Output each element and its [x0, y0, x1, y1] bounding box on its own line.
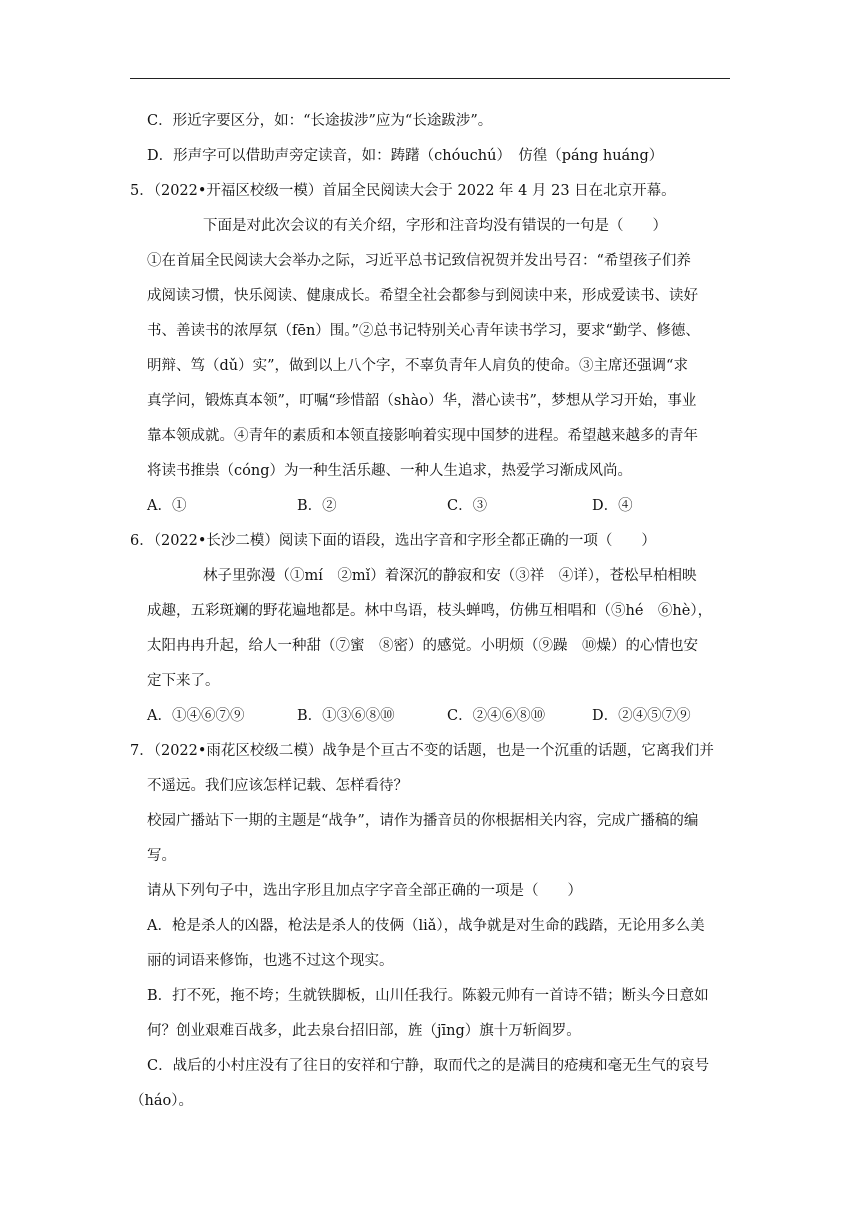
- question-5-passage-line: 书、善读书的浓厚氛（fēn）围。”②总书记特别关心青年读书学习，要求“勤学、修德、: [147, 323, 700, 339]
- question-7-option-c-cont: （háo）。: [130, 1093, 193, 1109]
- question-7-option-c: C．战后的小村庄没有了往日的安祥和宁静，取而代之的是满目的疮痍和毫无生气的哀号: [147, 1058, 710, 1074]
- question-6-passage-line: 林子里弥漫（①mí ②mǐ）着深沉的静寂和安（③祥 ④详），苍松早柏相映: [203, 568, 697, 584]
- question-7-option-b-cont: 何？创业艰难百战多，此去泉台招旧部，旌（jīng）旗十万斩阎罗。: [147, 1023, 581, 1039]
- question-6-passage-line: 定下来了。: [147, 673, 220, 689]
- header-rule: [130, 78, 730, 79]
- question-5-prompt: 下面是对此次会议的有关介绍，字形和注音均没有错误的一句是（ ）: [203, 218, 667, 234]
- q5-option-a: A．①: [147, 498, 187, 514]
- question-7-stem: 7．（2022•雨花区校级二模）战争是个亘古不变的话题，也是一个沉重的话题，它离我们并: [130, 743, 714, 759]
- q6-option-d: D．②④⑤⑦⑨: [592, 708, 691, 724]
- question-7-option-b: B．打不死，拖不垮；生就铁脚板，山川任我行。陈毅元帅有一首诗不错；断头今日意如: [147, 988, 709, 1004]
- question-6-stem: 6．（2022•长沙二模）阅读下面的语段，选出字音和字形全都正确的一项（ ）: [130, 533, 656, 549]
- question-5-passage-line: ①在首届全民阅读大会举办之际，习近平总书记致信祝贺并发出号召：“希望孩子们养: [147, 253, 691, 269]
- question-6-passage-line: 成趣，五彩斑斓的野花遍地都是。林中鸟语，枝头蝉鸣，仿佛互相唱和（⑤hé ⑥hè），: [147, 603, 713, 619]
- q5-option-d: D．④: [592, 498, 633, 514]
- q6-option-b: B．①③⑥⑧⑩: [297, 708, 395, 724]
- question-5-passage-line: 真学问，锻炼真本领”，叮嘱“珍惜韶（shào）华，潜心读书”，梦想从学习开始，事业: [147, 393, 697, 409]
- question-7-prompt: 请从下列句子中，选出字形且加点字字音全部正确的一项是（ ）: [147, 883, 582, 899]
- question-5-passage-line: 靠本领成就。④青年的素质和本领直接影响着实现中国梦的进程。希望越来越多的青年: [147, 428, 698, 444]
- question-5-passage-line: 成阅读习惯，快乐阅读、健康成长。希望全社会都参与到阅读中来，形成爱读书、读好: [147, 288, 698, 304]
- q5-option-c: C．③: [447, 498, 488, 514]
- option-d-prev: D．形声字可以借助声旁定读音，如：踌躇（chóuchú） 仿徨（páng huáng）: [147, 148, 664, 164]
- question-5-passage-line: 明辩、笃（dǔ）实”，做到以上八个字，不辜负青年人肩负的使命。③主席还强调“求: [147, 358, 688, 374]
- option-c-prev: C．形近字要区分，如：“长途拔涉”应为“长途跋涉”。: [147, 113, 493, 129]
- question-6-passage-line: 太阳冉冉升起，给人一种甜（⑦蜜 ⑧密）的感觉。小明烦（⑨躁 ⑩燥）的心情也安: [147, 638, 698, 654]
- question-7-stem-cont: 不遥远。我们应该怎样记载、怎样看待？: [147, 778, 408, 794]
- question-7-context-cont: 写。: [147, 848, 176, 864]
- question-7-option-a-cont: 丽的词语来修饰，也逃不过这个现实。: [147, 953, 394, 969]
- q6-option-c: C．②④⑥⑧⑩: [447, 708, 546, 724]
- q5-option-b: B．②: [297, 498, 337, 514]
- question-7-option-a: A．枪是杀人的凶器，枪法是杀人的伎俩（liǎ），战争就是对生命的践踏，无论用多么美: [147, 918, 705, 934]
- q6-option-a: A．①④⑥⑦⑨: [147, 708, 245, 724]
- question-5-passage-line: 将读书推祟（cóng）为一种生活乐趣、一种人生追求，热爱学习渐成风尚。: [147, 463, 632, 479]
- question-7-context: 校园广播站下一期的主题是“战争”，请作为播音员的你根据相关内容，完成广播稿的编: [147, 813, 699, 829]
- question-5-stem: 5．（2022•开福区校级一模）首届全民阅读大会于 2022 年 4 月 23 日在北京开幕。: [130, 183, 676, 199]
